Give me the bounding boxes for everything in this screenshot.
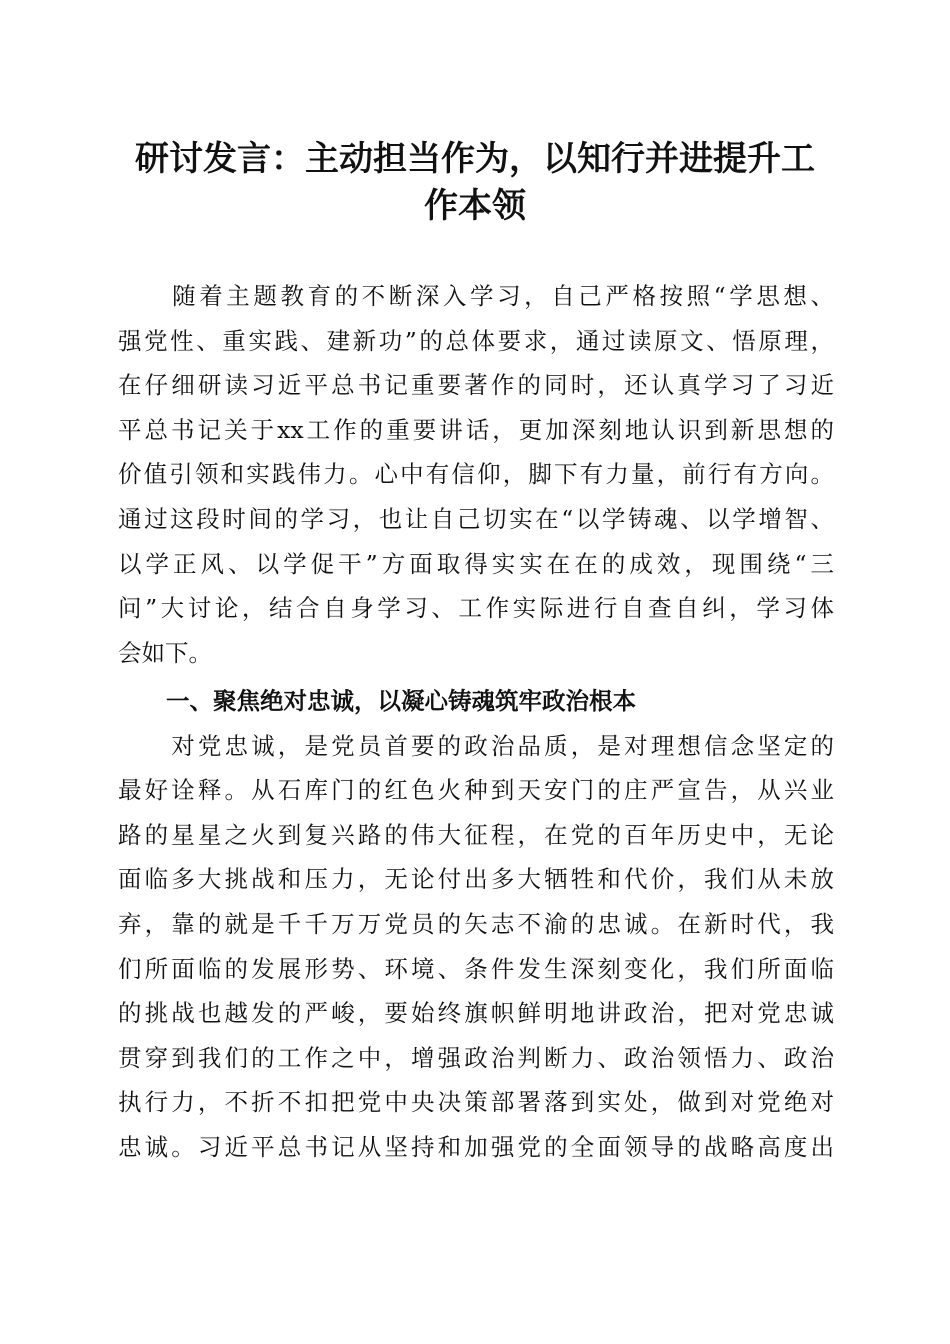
text-line: 随着主题教育的不断深入学习，自己严格按照“学思想、 <box>118 282 834 310</box>
text-line: 面临多大挑战和压力，无论付出多大牺牲和代价，我们从未放 <box>118 865 834 894</box>
text-line: 的挑战也越发的严峻，要始终旗帜鲜明地讲政治，把对党忠诚 <box>118 999 834 1028</box>
text-line: 平总书记关于xx工作的重要讲话，更加深刻地认识到新思想的 <box>118 415 834 444</box>
section-1 <box>118 679 834 1170</box>
text-line: 忠诚。习近平总书记从坚持和加强党的全面领导的战略高度出 <box>118 1132 834 1161</box>
text-line: 们所面临的发展形势、环境、条件发生深刻变化，我们所面临 <box>118 954 834 983</box>
section-heading: 一、聚焦绝对忠诚，以凝心铸魂筑牢政治根本 <box>166 687 636 715</box>
text-line: 执行力，不折不扣把党中央决策部署落到实处，做到对党绝对 <box>118 1088 834 1117</box>
text-line: 对党忠诚，是党员首要的政治品质，是对理想信念坚定的 <box>118 731 834 760</box>
document-title <box>100 136 850 230</box>
text-line: 最好诠释。从石库门的红色火种到天安门的庄严宣告，从兴业 <box>118 776 834 805</box>
text-line: 贯穿到我们的工作之中，增强政治判断力、政治领悟力、政治 <box>118 1043 834 1072</box>
text-line: 路的星星之火到复兴路的伟大征程，在党的百年历史中，无论 <box>118 820 834 849</box>
title-line: 研讨发言：主动担当作为，以知行并进提升工 <box>135 139 815 179</box>
text-line: 以学正风、以学促干”方面取得实实在在的成效，现围绕“三 <box>118 549 834 578</box>
text-line: 在仔细研读习近平总书记重要著作的同时，还认真学习了习近 <box>118 371 834 400</box>
text-line: 强党性、重实践、建新功”的总体要求，通过读原文、悟原理， <box>118 326 834 355</box>
title-line: 作本领 <box>424 186 526 226</box>
text-line: 弃，靠的就是千千万万党员的矢志不渝的忠诚。在新时代，我 <box>118 909 834 938</box>
text-line: 会如下。 <box>118 638 212 667</box>
intro-paragraph <box>118 274 834 675</box>
text-line: 通过这段时间的学习，也让自己切实在“以学铸魂、以学增智、 <box>118 504 834 533</box>
text-line: 价值引领和实践伟力。心中有信仰，脚下有力量，前行有方向。 <box>118 460 834 489</box>
text-line: 问”大讨论，结合自身学习、工作实际进行自查自纠，学习体 <box>118 594 834 623</box>
